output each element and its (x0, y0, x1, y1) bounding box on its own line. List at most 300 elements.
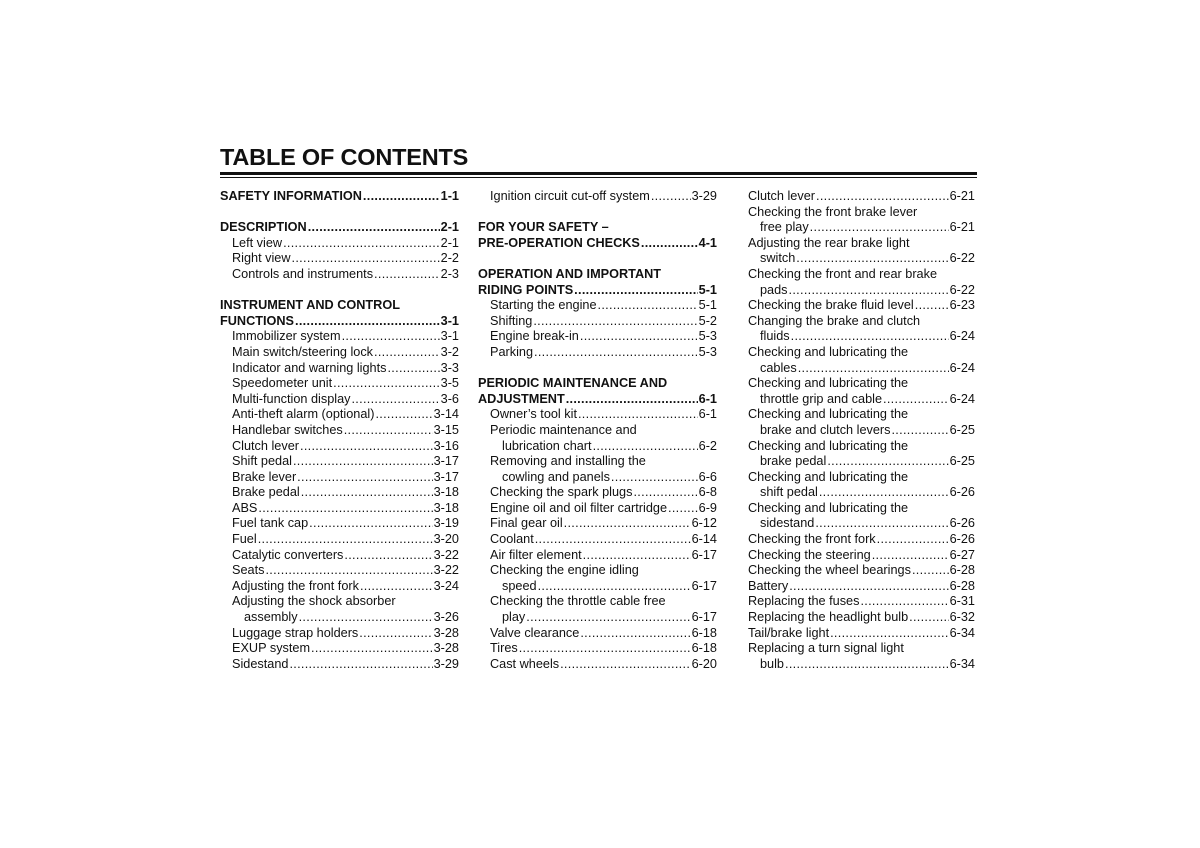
toc-entry[interactable] (220, 532, 459, 548)
toc-entry[interactable] (220, 392, 459, 408)
toc-section-entry[interactable] (220, 220, 459, 236)
toc-entry-title: Valve clearance (490, 625, 580, 640)
toc-page-number: 1-1 (440, 189, 459, 203)
toc-page-number: 6-26 (949, 485, 975, 500)
toc-page-number: 2-1 (440, 235, 459, 250)
toc-entry[interactable] (220, 485, 459, 501)
toc-entry-line (478, 563, 717, 579)
dot-leader (598, 298, 698, 314)
toc-section-entry[interactable] (220, 314, 459, 330)
toc-section-heading-line (220, 298, 459, 314)
toc-entry[interactable] (220, 236, 459, 252)
toc-entry-title: Checking the wheel bearings (748, 563, 911, 578)
toc-entry[interactable] (478, 548, 717, 564)
toc-page-number: 6-2 (698, 438, 717, 453)
toc-column-2 (478, 189, 717, 672)
toc-page-number: 6-17 (691, 610, 717, 625)
dot-leader (265, 563, 432, 579)
toc-entry-title: Checking the engine idling (490, 563, 639, 578)
toc-entry-title: free play (760, 220, 809, 235)
dot-leader (360, 579, 433, 595)
toc-page-number: 6-12 (691, 516, 717, 531)
toc-entry[interactable] (478, 641, 717, 657)
toc-entry-title: Changing the brake and clutch (748, 313, 921, 328)
toc-page-number: 3-28 (433, 625, 459, 640)
toc-entry[interactable] (478, 579, 717, 595)
toc-entry[interactable] (736, 579, 975, 595)
toc-page-number: 3-17 (433, 469, 459, 484)
toc-page-number: 6-18 (691, 625, 717, 640)
toc-entry[interactable] (736, 610, 975, 626)
toc-page-number: 3-15 (433, 422, 459, 437)
toc-entry[interactable] (478, 532, 717, 548)
toc-entry-title: Multi-function display (232, 391, 351, 406)
toc-page-number: 4-1 (698, 235, 717, 250)
toc-page-number: 6-28 (949, 563, 975, 578)
toc-page-number: 3-18 (433, 500, 459, 515)
dot-leader (574, 283, 697, 299)
toc-entry-title: Replacing the headlight bulb (748, 610, 909, 625)
toc-entry-line (736, 314, 975, 330)
toc-entry[interactable] (220, 454, 459, 470)
toc-page-number: 3-26 (433, 610, 459, 625)
dot-leader (877, 532, 949, 548)
dot-leader (526, 610, 690, 626)
toc-entry-title: ABS (232, 500, 258, 515)
dot-leader (297, 470, 432, 486)
toc-section-heading-line (478, 220, 717, 236)
dot-leader (815, 516, 948, 532)
toc-page-number: 6-20 (691, 656, 717, 671)
toc-entry[interactable] (736, 563, 975, 579)
toc-entry-title: pads (760, 282, 788, 297)
toc-entry[interactable] (478, 407, 717, 423)
toc-entry[interactable] (478, 485, 717, 501)
dot-leader (258, 532, 433, 548)
toc-entry[interactable] (478, 626, 717, 642)
dot-leader (359, 626, 432, 642)
toc-entry[interactable] (220, 516, 459, 532)
toc-entry-title: RIDING POINTS (478, 282, 574, 297)
toc-section-heading-line (478, 267, 717, 283)
toc-entry[interactable] (220, 251, 459, 267)
toc-entry[interactable] (736, 626, 975, 642)
dot-leader (564, 516, 691, 532)
toc-spacer (478, 361, 717, 377)
toc-entry-title: Replacing the fuses (748, 594, 860, 609)
toc-entry[interactable] (736, 361, 975, 377)
toc-entry-title: Checking and lubricating the (748, 438, 909, 453)
toc-entry-line (478, 423, 717, 439)
toc-page-number: 6-17 (691, 547, 717, 562)
toc-entry-title: lubrication chart (502, 438, 592, 453)
toc-entry-title: brake and clutch levers (760, 422, 891, 437)
toc-page-number: 6-18 (691, 641, 717, 656)
dot-leader (387, 361, 439, 377)
toc-entry-title: shift pedal (760, 485, 818, 500)
toc-entry-title: Immobilizer system (232, 329, 341, 344)
toc-entry-title: sidestand (760, 516, 815, 531)
toc-section-entry[interactable] (220, 189, 459, 205)
toc-page-number: 3-22 (433, 547, 459, 562)
toc-entry[interactable] (478, 329, 717, 345)
toc-entry-line (736, 345, 975, 361)
toc-entry-title: Checking the brake fluid level (748, 298, 914, 313)
toc-entry-title: Indicator and warning lights (232, 360, 387, 375)
toc-entry-title: Fuel tank cap (232, 516, 309, 531)
toc-section-entry[interactable] (478, 392, 717, 408)
dot-leader (891, 423, 948, 439)
dot-leader (668, 501, 698, 517)
toc-page-number: 6-9 (698, 500, 717, 515)
toc-entry[interactable] (736, 485, 975, 501)
toc-page-number: 3-5 (440, 376, 459, 391)
toc-entry-title: Shifting (490, 313, 533, 328)
toc-entry-title: Anti-theft alarm (optional) (232, 407, 375, 422)
toc-page-number: 5-3 (698, 329, 717, 344)
toc-page-number: 6-1 (698, 391, 717, 406)
toc-page-number: 6-32 (949, 610, 975, 625)
toc-entry-line (736, 501, 975, 517)
toc-entry-line (736, 641, 975, 657)
toc-page-number: 3-6 (440, 391, 459, 406)
toc-entry[interactable] (478, 657, 717, 673)
toc-entry-title: Starting the engine (490, 298, 597, 313)
toc-spacer (220, 205, 459, 221)
toc-page-number: 3-1 (440, 329, 459, 344)
toc-entry-title: Handlebar switches (232, 422, 343, 437)
toc-entry[interactable] (478, 314, 717, 330)
toc-entry-line (736, 376, 975, 392)
toc-entry[interactable] (220, 610, 459, 626)
toc-page-number: 3-24 (433, 578, 459, 593)
toc-entry-title: bulb (760, 656, 784, 671)
title-rule-thin (220, 177, 977, 178)
toc-entry[interactable] (736, 423, 975, 439)
toc-entry[interactable] (220, 470, 459, 486)
toc-page-number: 6-21 (949, 189, 975, 203)
toc-entry-title: Checking and lubricating the (748, 376, 909, 391)
toc-page-number: 6-34 (949, 656, 975, 671)
toc-entry-title: Engine break-in (490, 329, 579, 344)
toc-entry-title: fluids (760, 329, 790, 344)
dot-leader (578, 407, 698, 423)
toc-page-number: 6-34 (949, 625, 975, 640)
dot-leader (798, 361, 949, 377)
dot-leader (593, 439, 698, 455)
toc-entry-line (478, 454, 717, 470)
dot-leader (538, 579, 691, 595)
toc-entry-title: Brake pedal (232, 485, 300, 500)
toc-entry[interactable] (736, 251, 975, 267)
toc-entry[interactable] (478, 516, 717, 532)
toc-page-number: 2-3 (440, 266, 459, 281)
toc-entry[interactable] (220, 548, 459, 564)
toc-entry-title: SAFETY INFORMATION (220, 189, 362, 203)
toc-page-number: 6-6 (698, 469, 717, 484)
toc-page-number: 3-28 (433, 641, 459, 656)
toc-entry[interactable] (220, 563, 459, 579)
toc-entry-title: Periodic maintenance and (490, 422, 637, 437)
dot-leader (796, 251, 948, 267)
toc-page-number: 6-1 (698, 407, 717, 422)
toc-entry-title: Controls and instruments (232, 266, 374, 281)
toc-entry[interactable] (736, 532, 975, 548)
toc-entry-title: Ignition circuit cut-off system (490, 189, 650, 203)
toc-page-number: 6-24 (949, 329, 975, 344)
toc-entry-title: Removing and installing the (490, 454, 646, 469)
toc-spacer (478, 251, 717, 267)
toc-entry-line (736, 205, 975, 221)
toc-page-number: 6-27 (949, 547, 975, 562)
dot-leader (633, 485, 697, 501)
toc-entry-title: Adjusting the front fork (232, 578, 359, 593)
toc-entry-title: Left view (232, 235, 283, 250)
toc-entry-line (736, 236, 975, 252)
dot-leader (580, 626, 690, 642)
toc-page-number: 5-1 (698, 282, 717, 297)
toc-entry[interactable] (220, 376, 459, 392)
toc-page-number: 3-1 (440, 313, 459, 328)
toc-entry-title: EXUP system (232, 641, 311, 656)
toc-page-number: 2-2 (440, 251, 459, 266)
dot-leader (363, 189, 440, 205)
toc-entry[interactable] (220, 439, 459, 455)
toc-entry[interactable] (736, 594, 975, 610)
toc-entry-title: play (502, 610, 526, 625)
toc-entry-title: Checking the front fork (748, 532, 876, 547)
toc-entry-title: PERIODIC MAINTENANCE AND (478, 376, 668, 391)
toc-entry-line (736, 407, 975, 423)
toc-entry-title: Replacing a turn signal light (748, 641, 904, 656)
toc-entry[interactable] (478, 345, 717, 361)
dot-leader (912, 563, 949, 579)
toc-entry-title: DESCRIPTION (220, 220, 307, 235)
toc-entry-title: Battery (748, 578, 789, 593)
dot-leader (909, 610, 948, 626)
toc-section-entry[interactable] (478, 283, 717, 299)
dot-leader (342, 329, 440, 345)
toc-entry-title: throttle grip and cable (760, 391, 883, 406)
toc-entry-title: speed (502, 578, 537, 593)
toc-entry[interactable] (220, 641, 459, 657)
toc-page-number: 5-3 (698, 344, 717, 359)
dot-leader (641, 236, 698, 252)
dot-leader (534, 345, 698, 361)
toc-entry[interactable] (220, 657, 459, 673)
toc-entry[interactable] (736, 454, 975, 470)
toc-entry[interactable] (478, 610, 717, 626)
toc-column-1 (220, 189, 459, 672)
toc-page-number: 3-22 (433, 563, 459, 578)
toc-entry-title: switch (760, 251, 796, 266)
toc-entry-title: Speedometer unit (232, 376, 333, 391)
toc-entry-title: Adjusting the rear brake light (748, 235, 910, 250)
toc-entry-line (220, 594, 459, 610)
toc-page-number: 6-21 (949, 220, 975, 235)
title-rule-thick (220, 172, 977, 175)
toc-entry-title: OPERATION AND IMPORTANT (478, 266, 662, 281)
dot-leader (789, 283, 949, 299)
toc-page-number: 3-29 (433, 656, 459, 671)
toc-entry-title: Checking and lubricating the (748, 500, 909, 515)
dot-leader (583, 548, 691, 564)
toc-entry-line (736, 439, 975, 455)
toc-entry-title: Shift pedal (232, 454, 292, 469)
toc-entry-title: INSTRUMENT AND CONTROL (220, 298, 400, 313)
toc-page-number: 6-8 (698, 485, 717, 500)
toc-page-number: 3-14 (433, 407, 459, 422)
dot-leader (301, 485, 433, 501)
dot-leader (309, 516, 432, 532)
toc-entry-title: Brake lever (232, 469, 297, 484)
toc-page-number: 6-22 (949, 282, 975, 297)
toc-entry[interactable] (478, 439, 717, 455)
toc-page-number: 3-29 (691, 189, 717, 203)
toc-entry-line (478, 594, 717, 610)
dot-leader (830, 626, 948, 642)
toc-entry-title: Fuel (232, 532, 257, 547)
toc-page-number: 6-28 (949, 578, 975, 593)
toc-entry[interactable] (736, 189, 975, 205)
toc-entry-title: PRE-OPERATION CHECKS (478, 235, 640, 250)
toc-page-number: 3-2 (440, 344, 459, 359)
toc-entry-title: Checking the steering (748, 547, 871, 562)
dot-leader (915, 298, 949, 314)
toc-entry-title: Cast wheels (490, 656, 560, 671)
dot-leader (827, 454, 948, 470)
dot-leader (344, 423, 433, 439)
dot-leader (308, 220, 440, 236)
dot-leader (560, 657, 690, 673)
toc-spacer (220, 283, 459, 299)
toc-entry-title: Seats (232, 563, 265, 578)
toc-entry-title: Checking and lubricating the (748, 407, 909, 422)
toc-entry[interactable] (478, 189, 717, 205)
toc-page-number: 6-25 (949, 422, 975, 437)
dot-leader (374, 267, 440, 283)
toc-page-number: 3-20 (433, 532, 459, 547)
toc-page-number: 6-26 (949, 532, 975, 547)
toc-page-number: 6-17 (691, 578, 717, 593)
toc-entry[interactable] (736, 329, 975, 345)
toc-page-number: 6-31 (949, 594, 975, 609)
toc-entry-title: Checking and lubricating the (748, 469, 909, 484)
toc-entry-title: Parking (490, 344, 534, 359)
toc-entry[interactable] (220, 579, 459, 595)
toc-entry[interactable] (220, 423, 459, 439)
toc-entry[interactable] (478, 501, 717, 517)
dot-leader (816, 189, 949, 205)
dot-leader (333, 376, 440, 392)
toc-entry-title: Tail/brake light (748, 625, 830, 640)
dot-leader (299, 610, 433, 626)
toc-entry-title: cowling and panels (502, 469, 610, 484)
toc-entry[interactable] (220, 407, 459, 423)
toc-entry-title: Coolant (490, 532, 534, 547)
toc-entry[interactable] (736, 657, 975, 673)
toc-entry-title: Sidestand (232, 656, 289, 671)
dot-leader (344, 548, 432, 564)
toc-page-number: 5-1 (698, 298, 717, 313)
toc-entry-title: FOR YOUR SAFETY – (478, 220, 609, 235)
toc-entry-title: Adjusting the shock absorber (232, 594, 396, 609)
toc-entry[interactable] (736, 220, 975, 236)
toc-entry-title: Final gear oil (490, 516, 563, 531)
dot-leader (258, 501, 432, 517)
toc-page-number: 6-25 (949, 454, 975, 469)
dot-leader (311, 641, 433, 657)
dot-leader (351, 392, 439, 408)
toc-page-number: 3-17 (433, 454, 459, 469)
toc-entry-title: Checking the spark plugs (490, 485, 633, 500)
toc-entry[interactable] (736, 298, 975, 314)
toc-entry-title: Engine oil and oil filter cartridge (490, 500, 668, 515)
dot-leader (860, 594, 948, 610)
toc-page-number: 3-3 (440, 360, 459, 375)
dot-leader (789, 579, 948, 595)
toc-entry[interactable] (736, 516, 975, 532)
toc-page-number: 6-14 (691, 532, 717, 547)
toc-page-number: 3-16 (433, 438, 459, 453)
toc-entry-title: Right view (232, 251, 291, 266)
toc-section-entry[interactable] (478, 236, 717, 252)
dot-leader (533, 314, 697, 330)
toc-entry-title: Tires (490, 641, 518, 656)
toc-entry-title: assembly (244, 610, 298, 625)
toc-entry-title: Owner’s tool kit (490, 407, 577, 422)
dot-leader (300, 439, 433, 455)
toc-page-number: 5-2 (698, 313, 717, 328)
dot-leader (580, 329, 698, 345)
toc-entry[interactable] (220, 267, 459, 283)
dot-leader (611, 470, 698, 486)
toc-entry[interactable] (736, 283, 975, 299)
toc-entry-line (736, 470, 975, 486)
toc-entry[interactable] (220, 345, 459, 361)
dot-leader (374, 345, 440, 361)
dot-leader (883, 392, 949, 408)
toc-entry[interactable] (736, 548, 975, 564)
dot-leader (566, 392, 698, 408)
dot-leader (283, 236, 440, 252)
toc-entry[interactable] (220, 329, 459, 345)
toc-entry[interactable] (736, 392, 975, 408)
toc-entry-title: Clutch lever (748, 189, 815, 203)
toc-entry-title: FUNCTIONS (220, 313, 295, 328)
toc-page-number: 6-24 (949, 391, 975, 406)
dot-leader (651, 189, 691, 205)
dot-leader (791, 329, 949, 345)
dot-leader (785, 657, 949, 673)
toc-entry-title: Checking the front brake lever (748, 204, 918, 219)
toc-entry[interactable] (478, 298, 717, 314)
toc-entry-title: Checking the throttle cable free (490, 594, 666, 609)
toc-entry-title: ADJUSTMENT (478, 391, 565, 406)
toc-entry[interactable] (478, 470, 717, 486)
toc-entry-title: Clutch lever (232, 438, 299, 453)
toc-entry-title: Catalytic converters (232, 547, 344, 562)
toc-page-number: 6-23 (949, 298, 975, 313)
toc-page-number: 6-22 (949, 251, 975, 266)
toc-entry[interactable] (220, 361, 459, 377)
toc-entry[interactable] (220, 626, 459, 642)
toc-entry[interactable] (220, 501, 459, 517)
toc-entry-line (736, 267, 975, 283)
toc-entry-title: brake pedal (760, 454, 827, 469)
toc-page-number: 2-1 (440, 220, 459, 235)
toc-entry-title: Air filter element (490, 547, 582, 562)
